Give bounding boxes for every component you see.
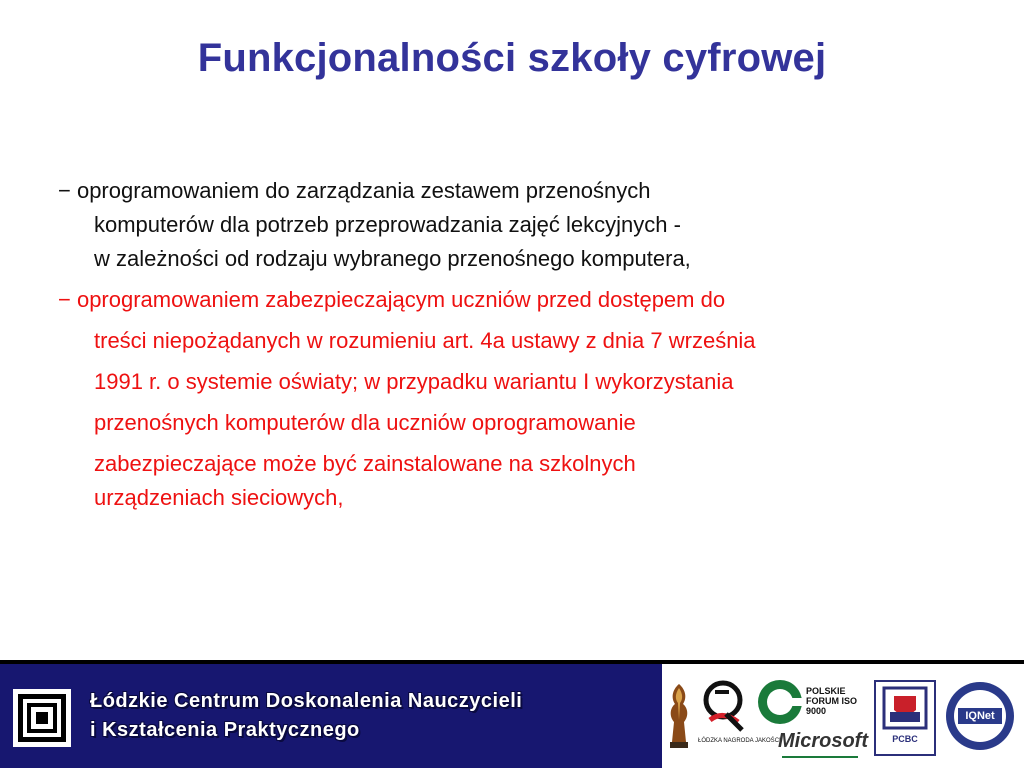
org-name-line-2: i Kształcenia Praktycznego xyxy=(90,719,360,741)
slide-title: Funkcjonalności szkoły cyfrowej xyxy=(197,36,827,80)
microsoft-badge xyxy=(778,730,868,760)
bullet-1-line-1: − oprogramowaniem do zarządzania zestawem przenośnych xyxy=(58,178,651,203)
microsoft-underline xyxy=(782,756,858,758)
iso-forum-icon xyxy=(756,678,804,726)
bullet-2-line-1: − oprogramowaniem zabezpieczającym uczniów przed dostępem do xyxy=(58,287,726,312)
bullet-2-line-6: urządzeniach sieciowych, xyxy=(94,485,344,510)
iqnet-text: IQNet xyxy=(965,710,995,722)
lodzka-nagroda-logo xyxy=(698,676,781,766)
polskie-forum-badge xyxy=(756,678,862,730)
bullet-1-line-3: w zależności od rodzaju wybranego przenośnego komputera, xyxy=(94,246,691,271)
lodzka-nagroda-badge xyxy=(664,680,694,766)
iqnet-badge xyxy=(944,680,1016,752)
pcbc-emblem-icon xyxy=(876,682,934,734)
quality-award-icon xyxy=(698,676,748,740)
polskie-forum-text: POLSKIE FORUM ISO 9000 xyxy=(806,686,857,716)
bullet-1-line-2: komputerów dla potrzeb przeprowadzania zajęć lekcyjnych - xyxy=(94,212,681,237)
footer xyxy=(0,660,1024,768)
trophy-icon xyxy=(664,680,694,752)
bullet-2-line-3: 1991 r. o systemie oświaty; w przypadku wariantu I wykorzystania xyxy=(94,369,734,394)
lodzka-nagroda-text: ŁÓDZKA NAGRODA JAKOŚCI xyxy=(698,738,781,744)
microsoft-logo-text: Microsoft xyxy=(778,730,868,752)
pcbc-text: PCBC xyxy=(892,734,918,744)
bullet-2-line-4: przenośnych komputerów dla uczniów oprogramowanie xyxy=(94,410,636,435)
lcdn-logo-icon xyxy=(13,689,71,747)
footer-org-band xyxy=(0,664,662,768)
org-name-line-1: Łódzkie Centrum Doskonalenia Nauczycieli xyxy=(90,690,523,712)
pcbc-badge xyxy=(874,680,936,756)
bullet-2-line-2: treści niepożądanych w rozumieniu art. 4a ustawy z dnia 7 września xyxy=(94,328,756,353)
bullet-2-line-5: zabezpieczające może być zainstalowane na szkolnych xyxy=(94,451,636,476)
